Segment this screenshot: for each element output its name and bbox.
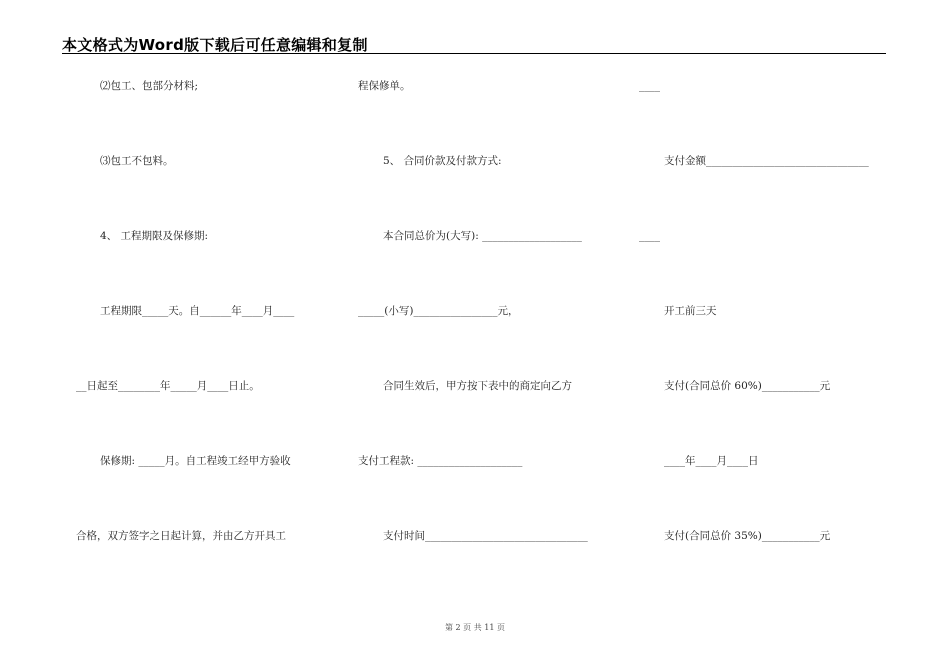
right-line-3: ____ (639, 230, 660, 242)
middle-line-5: 合同生效后，甲方按下表中的商定向乙方 (383, 380, 572, 392)
left-line-6: 保修期: _____月。自工程竣工经甲方验收 (100, 455, 291, 467)
right-line-2: 支付金额_______________________________ (664, 155, 869, 167)
left-line-1: ⑵包工、包部分材料; (100, 80, 199, 92)
middle-line-6: 支付工程款: ____________________ (358, 455, 523, 467)
right-line-7: 支付(合同总价 35%)___________元 (664, 530, 831, 542)
page-number-footer: 第 2 页 共 11 页 (445, 623, 505, 632)
middle-line-7: 支付时间_______________________________ (383, 530, 588, 542)
left-line-7: 合格，双方签字之日起计算，并由乙方开具工 (76, 530, 286, 542)
right-line-1: ____ (639, 80, 660, 92)
right-line-6: ____年____月____日 (664, 455, 759, 467)
header-rule (62, 53, 886, 54)
middle-line-3: 本合同总价为(大写): ___________________ (383, 230, 582, 242)
left-line-5: __日起至________年_____月____日止。 (76, 380, 260, 392)
left-line-2: ⑶包工不包料。 (100, 155, 174, 167)
middle-line-2: 5、 合同价款及付款方式: (383, 155, 502, 167)
middle-line-1: 程保修单。 (358, 80, 411, 92)
middle-line-4: _____(小写)________________元， (358, 305, 519, 317)
right-line-5: 支付(合同总价 60%)___________元 (664, 380, 831, 392)
left-line-3: 4、 工程期限及保修期: (100, 230, 209, 242)
right-line-4: 开工前三天 (664, 305, 717, 317)
left-line-4: 工程期限_____天。自______年____月____ (100, 305, 295, 317)
document-header-title: 本文格式为Word版下载后可任意编辑和复制 (62, 36, 368, 54)
